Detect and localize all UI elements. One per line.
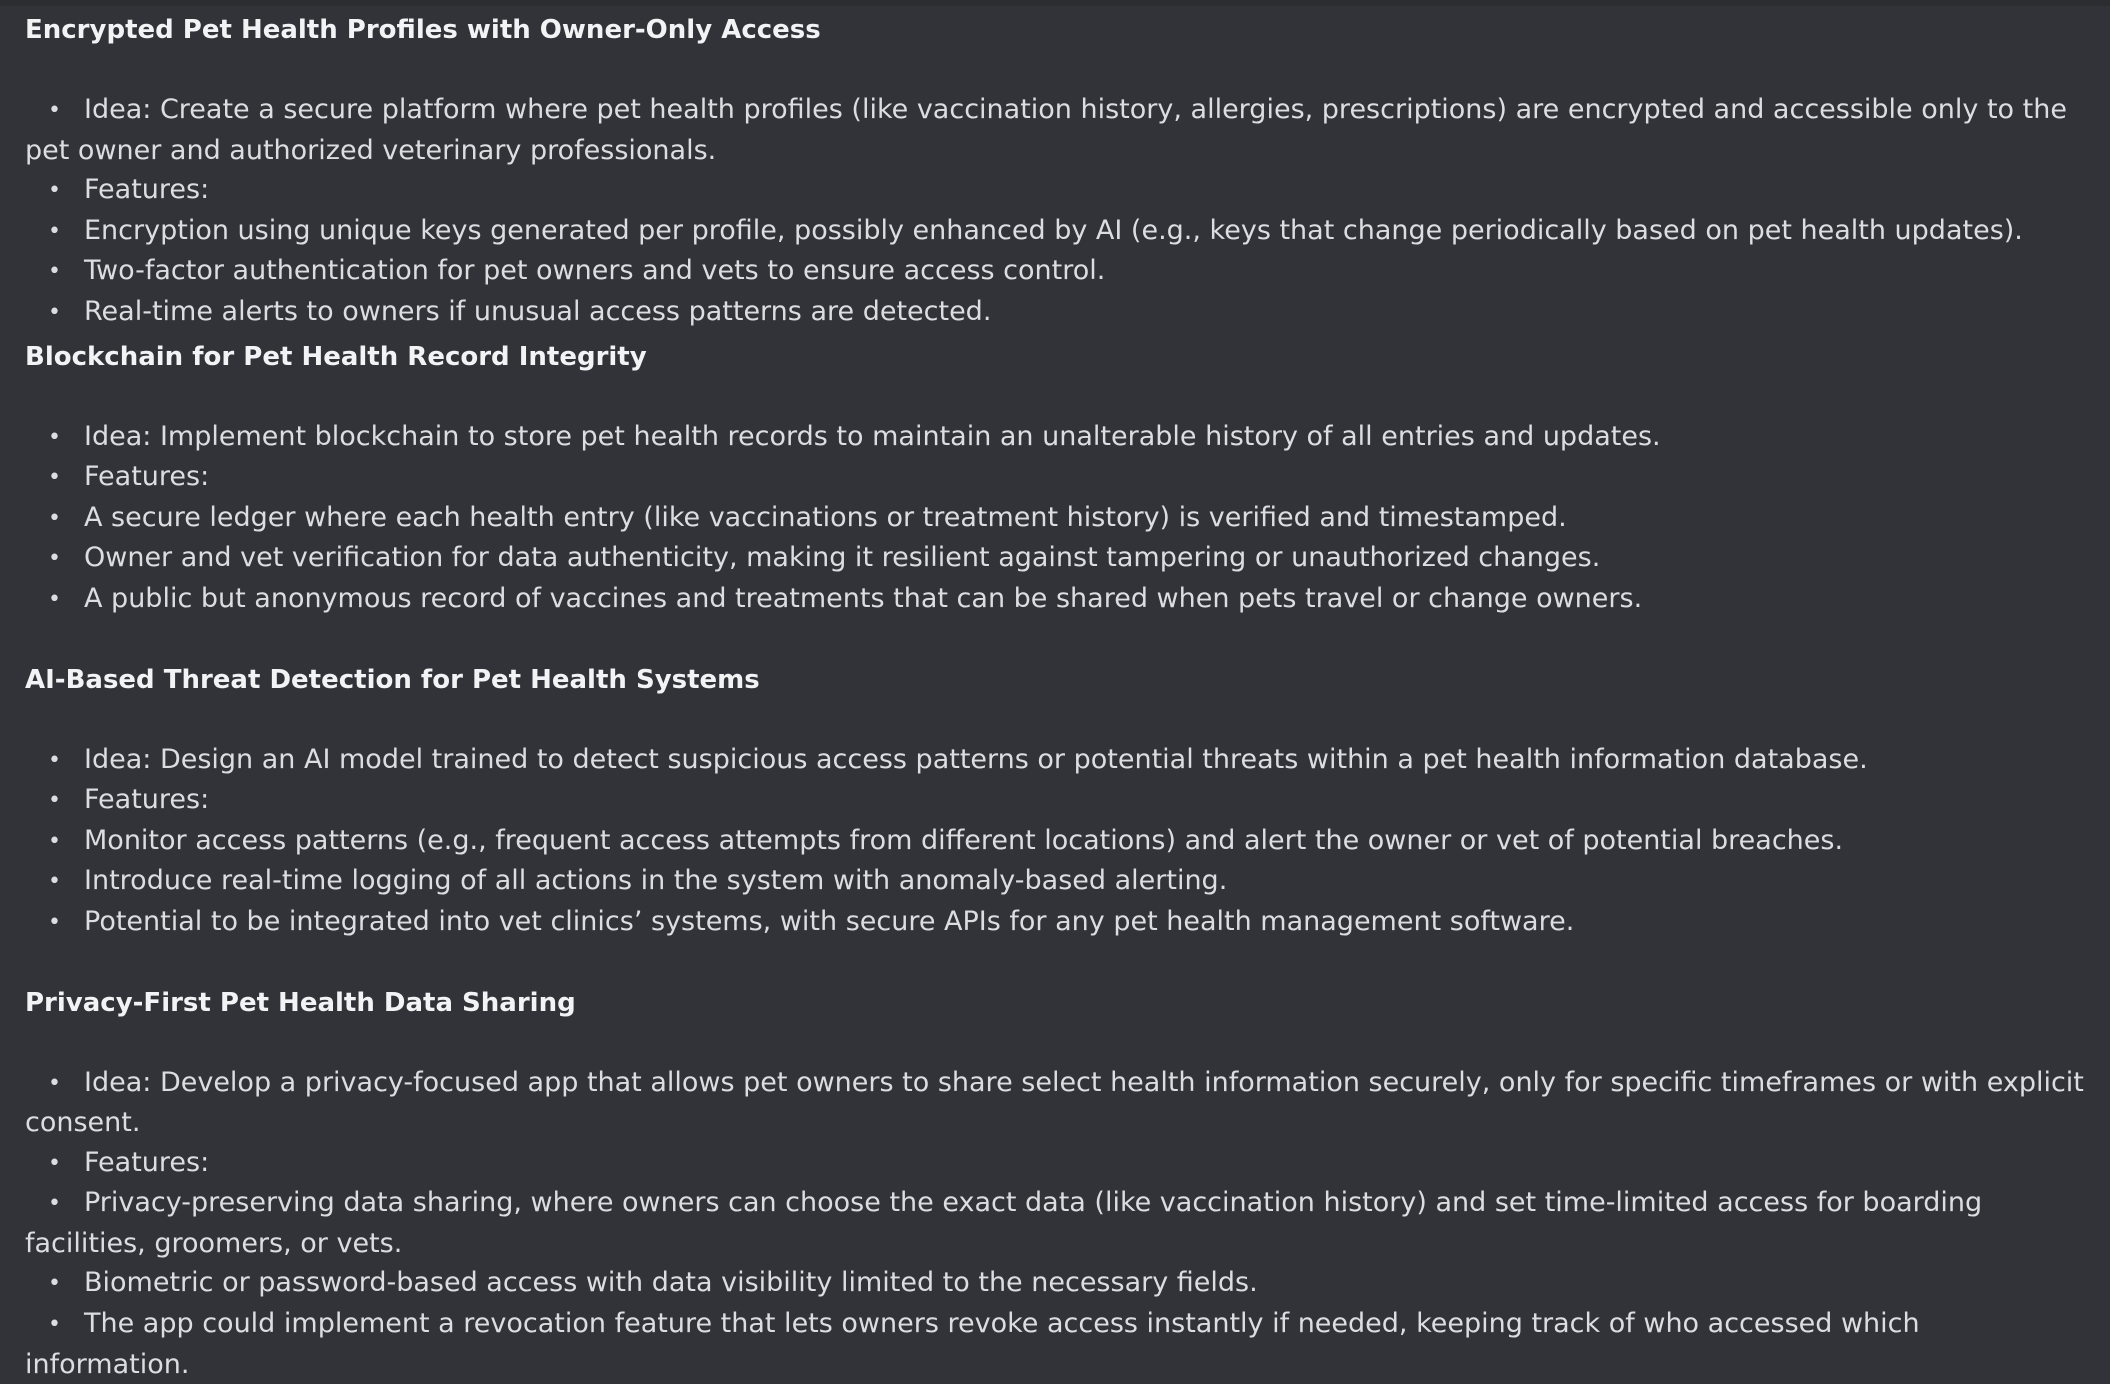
- section-list-privacy-sharing: [25, 1063, 2085, 1384]
- bullet-icon: •: [25, 171, 84, 211]
- message-content: [25, 12, 2085, 1384]
- list-item: • The app could implement a revocation feature that lets owners revoke access instantly if needed, keeping track of who accessed which information.: [25, 1304, 2085, 1384]
- bullet-icon: •: [25, 903, 84, 943]
- section-title-blockchain: Blockchain for Pet Health Record Integrity: [25, 339, 2085, 375]
- window-top-edge: [0, 0, 2110, 6]
- list-item: • Features:: [25, 780, 2085, 821]
- section-title-privacy-sharing: Privacy-First Pet Health Data Sharing: [25, 985, 2085, 1021]
- bullet-icon: •: [25, 1264, 84, 1304]
- bullet-icon: •: [25, 252, 84, 292]
- section-list-encrypted-profiles: [25, 90, 2085, 333]
- bullet-icon: •: [25, 822, 84, 862]
- section-title-ai-threat-detection: AI-Based Threat Detection for Pet Health Systems: [25, 662, 2085, 698]
- list-item: • Features:: [25, 457, 2085, 498]
- list-item: • Idea: Implement blockchain to store pet health records to maintain an unalterable history of all entries and updates.: [25, 417, 2085, 458]
- list-item: • Two-factor authentication for pet owners and vets to ensure access control.: [25, 251, 2085, 292]
- section-title-encrypted-profiles: Encrypted Pet Health Profiles with Owner-Only Access: [25, 12, 2085, 48]
- bullet-icon: •: [25, 212, 84, 252]
- list-item: • A secure ledger where each health entry (like vaccinations or treatment history) is verified and timestamped.: [25, 498, 2085, 539]
- list-item: • Introduce real-time logging of all actions in the system with anomaly-based alerting.: [25, 861, 2085, 902]
- list-item: • Biometric or password-based access with data visibility limited to the necessary fields.: [25, 1263, 2085, 1304]
- bullet-icon: •: [25, 539, 84, 579]
- bullet-icon: •: [25, 1305, 84, 1345]
- list-item: • A public but anonymous record of vaccines and treatments that can be shared when pets travel or change owners.: [25, 579, 2085, 620]
- bullet-icon: •: [25, 418, 84, 458]
- bullet-icon: •: [25, 741, 84, 781]
- section-list-ai-threat-detection: [25, 740, 2085, 943]
- bullet-icon: •: [25, 91, 84, 131]
- bullet-icon: •: [25, 781, 84, 821]
- list-item: • Potential to be integrated into vet clinics’ systems, with secure APIs for any pet health management software.: [25, 902, 2085, 943]
- list-item: • Idea: Design an AI model trained to detect suspicious access patterns or potential threats within a pet health information database.: [25, 740, 2085, 781]
- list-item: • Features:: [25, 1143, 2085, 1184]
- bullet-icon: •: [25, 458, 84, 498]
- list-item: • Idea: Develop a privacy-focused app that allows pet owners to share select health information securely, only for specific timeframes or with explicit consent.: [25, 1063, 2085, 1143]
- bullet-icon: •: [25, 293, 84, 333]
- bullet-icon: •: [25, 580, 84, 620]
- list-item: • Privacy-preserving data sharing, where owners can choose the exact data (like vaccination history) and set time-limited access for boarding facilities, groomers, or vets.: [25, 1183, 2085, 1263]
- list-item: • Real-time alerts to owners if unusual access patterns are detected.: [25, 292, 2085, 333]
- list-item: • Features:: [25, 170, 2085, 211]
- list-item: • Encryption using unique keys generated per profile, possibly enhanced by AI (e.g., keys that change periodically based on pet health updates).: [25, 211, 2085, 252]
- list-item: • Monitor access patterns (e.g., frequent access attempts from different locations) and alert the owner or vet of potential breaches.: [25, 821, 2085, 862]
- section-list-blockchain: [25, 417, 2085, 620]
- bullet-icon: •: [25, 1064, 84, 1104]
- bullet-icon: •: [25, 1144, 84, 1184]
- bullet-icon: •: [25, 1184, 84, 1224]
- bullet-icon: •: [25, 499, 84, 539]
- list-item: • Idea: Create a secure platform where pet health profiles (like vaccination history, allergies, prescriptions) are encrypted and accessible only to the pet owner and authorized veterinary professionals.: [25, 90, 2085, 170]
- list-item: • Owner and vet verification for data authenticity, making it resilient against tampering or unauthorized changes.: [25, 538, 2085, 579]
- bullet-icon: •: [25, 862, 84, 902]
